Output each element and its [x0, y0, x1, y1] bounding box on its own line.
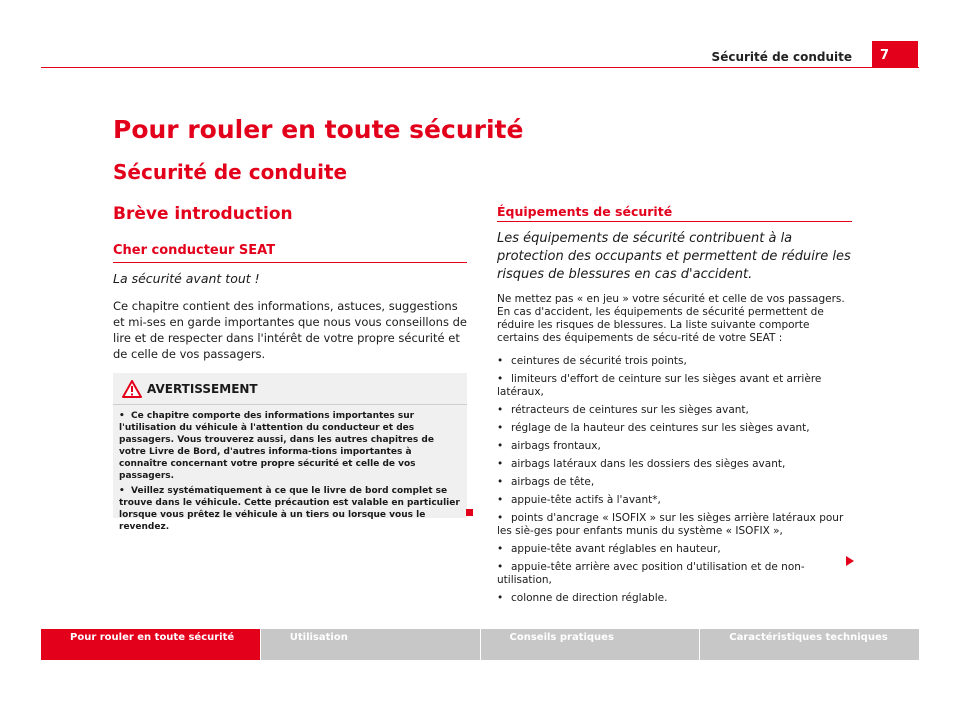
- left-section-heading: Cher conducteur SEAT: [113, 243, 467, 263]
- right-section-heading: Équipements de sécurité: [497, 204, 852, 222]
- list-item-text: points d'ancrage « ISOFIX » sur les sièges arrière latéraux pour les siè-ges pour enfants munis du système « ISOFIX »,: [497, 512, 844, 537]
- list-item: [497, 592, 852, 605]
- list-item: [497, 373, 852, 399]
- bullet-icon: •: [497, 543, 504, 555]
- chapter-title: Pour rouler en toute sécurité: [113, 115, 524, 144]
- header-divider: [41, 67, 919, 68]
- list-item-text: rétracteurs de ceintures sur les sièges avant,: [511, 404, 749, 416]
- list-item-text: colonne de direction réglable.: [511, 592, 668, 604]
- list-item-text: appuie-tête avant réglables en hauteur,: [511, 543, 721, 555]
- warning-title: AVERTISSEMENT: [147, 382, 258, 396]
- warning-header: [113, 373, 467, 405]
- tab-pour-rouler[interactable]: Pour rouler en toute sécurité: [41, 629, 260, 660]
- page-number: 7: [872, 41, 918, 67]
- running-header-title: Sécurité de conduite: [711, 50, 852, 64]
- warning-body: [113, 405, 467, 533]
- list-item: [497, 458, 852, 471]
- list-item: [497, 543, 852, 556]
- list-item-text: réglage de la hauteur des ceintures sur les sièges avant,: [511, 422, 810, 434]
- tab-utilisation[interactable]: Utilisation: [260, 629, 480, 660]
- bullet-icon: •: [119, 411, 132, 421]
- warning-box: [113, 373, 467, 532]
- list-item-text: airbags de tête,: [511, 476, 595, 488]
- list-item: [497, 494, 852, 507]
- bullet-icon: •: [497, 458, 504, 470]
- left-lead-text: La sécurité avant tout !: [113, 271, 260, 286]
- warning-triangle-icon: [122, 380, 142, 398]
- footer-navigation: [41, 629, 919, 660]
- list-item-text: appuie-tête arrière avec position d'utilisation et de non-utilisation,: [497, 561, 805, 586]
- bullet-icon: •: [497, 512, 504, 524]
- bullet-icon: •: [497, 422, 504, 434]
- safety-equipment-list: [497, 355, 852, 610]
- list-item-text: airbags frontaux,: [511, 440, 601, 452]
- list-item: [497, 355, 852, 368]
- bullet-icon: •: [497, 561, 504, 573]
- bullet-icon: •: [497, 494, 504, 506]
- section-title: Sécurité de conduite: [113, 160, 348, 184]
- warning-item-text: Veillez systématiquement à ce que le livre de bord complet se trouve dans le véhicule. Cette précaution est valable en particulier lorsque vous prêtez le véhicule à un tiers ou lorsque vous le revendez.: [119, 486, 460, 532]
- bullet-icon: •: [497, 440, 504, 452]
- list-item: [497, 440, 852, 453]
- tab-caracteristiques-techniques[interactable]: Caractéristiques techniques: [699, 629, 919, 660]
- continue-arrow-icon: [846, 556, 854, 566]
- warning-item: [119, 485, 461, 533]
- right-paragraph: Ne mettez pas « en jeu » votre sécurité et celle de vos passagers. En cas d'accident, les équipements de sécurité permettent de réduire les risques de blessures. La liste suivante comporte certains des équipements de sécu-rité de votre SEAT :: [497, 293, 845, 344]
- bullet-icon: •: [497, 404, 504, 416]
- bullet-icon: •: [497, 592, 504, 604]
- list-item-text: limiteurs d'effort de ceinture sur les sièges avant et arrière latéraux,: [497, 373, 822, 398]
- section-end-marker: [466, 509, 473, 516]
- bullet-icon: •: [119, 486, 132, 496]
- tab-conseils-pratiques[interactable]: Conseils pratiques: [480, 629, 700, 660]
- subsection-title: Brève introduction: [113, 204, 293, 224]
- left-paragraph: Ce chapitre contient des informations, astuces, suggestions et mi-ses en garde importantes que nous vous conseillons de lire et de respecter dans l'intérêt de votre propre sécurité et de celle de vos passagers.: [113, 299, 467, 361]
- list-item-text: ceintures de sécurité trois points,: [511, 355, 687, 367]
- list-item: [497, 512, 852, 538]
- list-item: [497, 404, 852, 417]
- list-item: [497, 561, 852, 587]
- list-item-text: airbags latéraux dans les dossiers des sièges avant,: [511, 458, 786, 470]
- bullet-icon: •: [497, 373, 504, 385]
- warning-item-text: Ce chapitre comporte des informations importantes sur l'utilisation du véhicule à l'attention du conducteur et des passagers. Vous trouverez aussi, dans les autres chapitres de votre Livre de Bord, d'autres informa-tions importantes à connaître concernant votre propre sécurité et celle de vos passagers.: [119, 411, 434, 481]
- warning-item: [119, 410, 461, 482]
- list-item-text: appuie-tête actifs à l'avant*,: [511, 494, 661, 506]
- right-lead-text: Les équipements de sécurité contribuent à la protection des occupants et permettent de réduire les risques de blessures en cas d'accident.: [497, 231, 851, 282]
- list-item: [497, 422, 852, 435]
- bullet-icon: •: [497, 355, 504, 367]
- list-item: [497, 476, 852, 489]
- bullet-icon: •: [497, 476, 504, 488]
